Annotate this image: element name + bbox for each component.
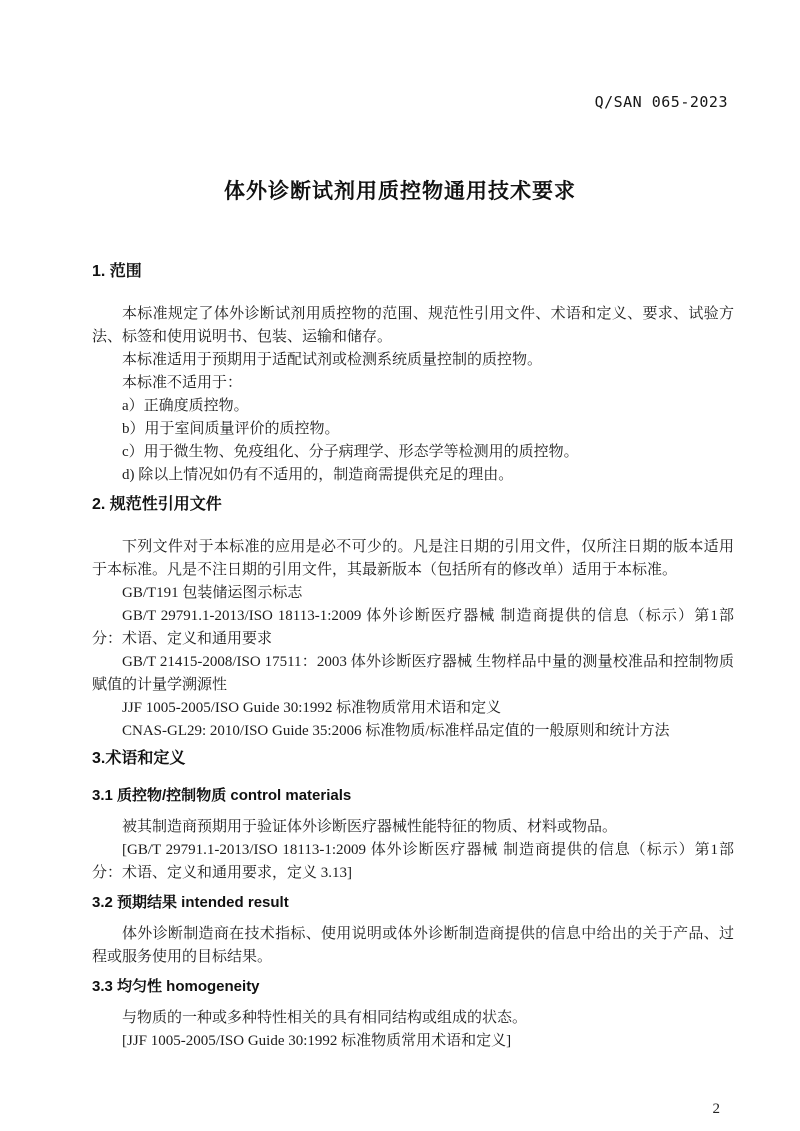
subsection-heading: 3.2 预期结果 intended result bbox=[92, 894, 289, 911]
section-normative-references bbox=[92, 493, 734, 743]
document-content bbox=[92, 260, 734, 1053]
definition-paragraph: 与物质的一种或多种特性相关的具有相同结构或组成的状态。 bbox=[122, 1010, 528, 1026]
reference-item: JJF 1005-2005/ISO Guide 30:1992 标准物质常用术语和定义 bbox=[122, 700, 502, 716]
scope-list-item: d) 除以上情况如仍有不适用的，制造商需提供充足的理由。 bbox=[122, 467, 514, 483]
doc-number: Q/SAN 065-2023 bbox=[594, 93, 728, 111]
reference-item: GB/T191 包装储运图示标志 bbox=[122, 585, 303, 601]
scope-list-item: b）用于室间质量评价的质控物。 bbox=[122, 421, 340, 437]
document-title: 体外诊断试剂用质控物通用技术要求 bbox=[224, 180, 576, 203]
reference-item: GB/T 29791.1-2013/ISO 18113-1:2009 体外诊断医疗器械 制造商提供的信息（标示）第1部分：术语、定义和通用要求 bbox=[92, 608, 734, 647]
reference-item: CNAS-GL29: 2010/ISO Guide 35:2006 标准物质/标准样品定值的一般原则和统计方法 bbox=[122, 723, 670, 739]
subsection-heading: 3.1 质控物/控制物质 control materials bbox=[92, 787, 352, 804]
scope-list-item: c）用于微生物、免疫组化、分子病理学、形态学等检测用的质控物。 bbox=[122, 444, 579, 460]
section-scope bbox=[92, 260, 734, 487]
section-terms-definitions bbox=[92, 747, 734, 1053]
section-scope-heading: 1. 范围 bbox=[92, 263, 142, 280]
reference-item: GB/T 21415-2008/ISO 17511：2003 体外诊断医疗器械 生物样品中量的测量校准品和控制物质赋值的计量学溯源性 bbox=[92, 654, 734, 693]
definition-paragraph: 体外诊断制造商在技术指标、使用说明或体外诊断制造商提供的信息中给出的关于产品、过程或服务使用的目标结果。 bbox=[92, 926, 734, 965]
scope-paragraph: 本标准规定了体外诊断试剂用质控物的范围、规范性引用文件、术语和定义、要求、试验方法、标签和使用说明书、包装、运输和储存。 bbox=[92, 306, 734, 345]
scope-list-item: a）正确度质控物。 bbox=[122, 398, 249, 414]
section-terms-heading: 3.术语和定义 bbox=[92, 750, 186, 767]
subsection-intended-result bbox=[92, 891, 734, 969]
subsection-control-materials bbox=[92, 784, 734, 885]
section-references-heading: 2. 规范性引用文件 bbox=[92, 496, 222, 513]
scope-paragraph: 本标准适用于预期用于适配试剂或检测系统质量控制的质控物。 bbox=[122, 352, 543, 368]
scope-paragraph: 本标准不适用于： bbox=[122, 375, 243, 391]
definition-source-paragraph: [JJF 1005-2005/ISO Guide 30:1992 标准物质常用术语和定义] bbox=[122, 1033, 512, 1049]
definition-paragraph: 被其制造商预期用于验证体外诊断医疗器械性能特征的物质、材料或物品。 bbox=[122, 819, 618, 835]
references-intro-paragraph: 下列文件对于本标准的应用是必不可少的。凡是注日期的引用文件，仅所注日期的版本适用于本标准。凡是不注日期的引用文件，其最新版本（包括所有的修改单）适用于本标准。 bbox=[92, 539, 734, 578]
subsection-homogeneity bbox=[92, 975, 734, 1053]
definition-source-paragraph: [GB/T 29791.1-2013/ISO 18113-1:2009 体外诊断医疗器械 制造商提供的信息（标示）第1部分：术语、定义和通用要求，定义 3.13] bbox=[92, 842, 734, 881]
page-number: 2 bbox=[712, 1101, 720, 1117]
subsection-heading: 3.3 均匀性 homogeneity bbox=[92, 978, 260, 995]
